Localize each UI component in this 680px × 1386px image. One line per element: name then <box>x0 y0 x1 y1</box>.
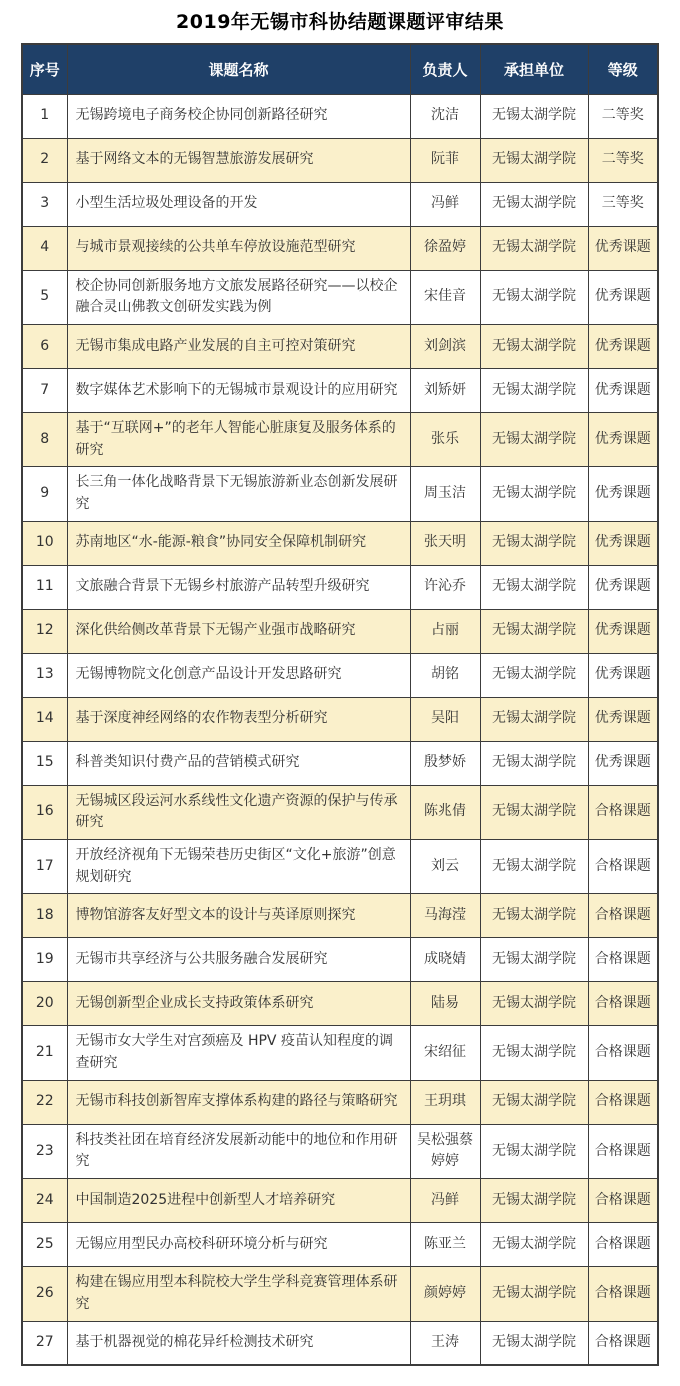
cell-leader: 周玉洁 <box>410 467 480 521</box>
cell-seq: 24 <box>22 1179 67 1223</box>
cell-grade: 合格课题 <box>588 938 658 982</box>
cell-seq: 13 <box>22 653 67 697</box>
table-row <box>22 653 658 697</box>
cell-grade: 优秀课题 <box>588 467 658 521</box>
cell-grade: 优秀课题 <box>588 653 658 697</box>
cell-title: 校企协同创新服务地方文旅发展路径研究——以校企融合灵山佛教文创研发实践为例 <box>67 270 410 324</box>
cell-leader: 徐盈婷 <box>410 226 480 270</box>
cell-seq: 25 <box>22 1223 67 1267</box>
table-row <box>22 938 658 982</box>
cell-unit: 无锡太湖学院 <box>480 138 588 182</box>
table-row <box>22 182 658 226</box>
cell-title: 无锡市共享经济与公共服务融合发展研究 <box>67 938 410 982</box>
cell-unit: 无锡太湖学院 <box>480 697 588 741</box>
cell-leader: 刘剑滨 <box>410 324 480 368</box>
table-row <box>22 226 658 270</box>
cell-unit: 无锡太湖学院 <box>480 653 588 697</box>
cell-grade: 合格课题 <box>588 1026 658 1080</box>
cell-unit: 无锡太湖学院 <box>480 182 588 226</box>
table-row <box>22 1223 658 1267</box>
cell-seq: 19 <box>22 938 67 982</box>
cell-unit: 无锡太湖学院 <box>480 324 588 368</box>
cell-grade: 合格课题 <box>588 785 658 839</box>
cell-seq: 23 <box>22 1124 67 1178</box>
cell-leader: 刘云 <box>410 840 480 894</box>
cell-seq: 11 <box>22 565 67 609</box>
cell-unit: 无锡太湖学院 <box>480 894 588 938</box>
page-title: 2019年无锡市科协结题课题评审结果 <box>176 11 504 33</box>
cell-unit: 无锡太湖学院 <box>480 94 588 138</box>
cell-grade: 优秀课题 <box>588 565 658 609</box>
table-row <box>22 94 658 138</box>
cell-unit: 无锡太湖学院 <box>480 270 588 324</box>
cell-unit: 无锡太湖学院 <box>480 1026 588 1080</box>
cell-grade: 合格课题 <box>588 1267 658 1321</box>
table-row <box>22 785 658 839</box>
cell-unit: 无锡太湖学院 <box>480 521 588 565</box>
cell-unit: 无锡太湖学院 <box>480 565 588 609</box>
table-row <box>22 565 658 609</box>
cell-unit: 无锡太湖学院 <box>480 785 588 839</box>
cell-title: 长三角一体化战略背景下无锡旅游新业态创新发展研究 <box>67 467 410 521</box>
cell-title: 科技类社团在培育经济发展新动能中的地位和作用研究 <box>67 1124 410 1178</box>
table-row <box>22 138 658 182</box>
cell-leader: 张乐 <box>410 412 480 466</box>
header-cell-grade: 等级 <box>588 44 658 94</box>
table-row <box>22 1179 658 1223</box>
table-row <box>22 467 658 521</box>
cell-grade: 优秀课题 <box>588 270 658 324</box>
cell-unit: 无锡太湖学院 <box>480 1321 588 1365</box>
table-row <box>22 412 658 466</box>
cell-seq: 4 <box>22 226 67 270</box>
cell-grade: 合格课题 <box>588 894 658 938</box>
cell-title: 无锡市集成电路产业发展的自主可控对策研究 <box>67 324 410 368</box>
cell-unit: 无锡太湖学院 <box>480 467 588 521</box>
cell-grade: 优秀课题 <box>588 412 658 466</box>
cell-leader: 陈亚兰 <box>410 1223 480 1267</box>
cell-title: 无锡应用型民办高校科研环境分析与研究 <box>67 1223 410 1267</box>
cell-title: 文旅融合背景下无锡乡村旅游产品转型升级研究 <box>67 565 410 609</box>
cell-leader: 陈兆倩 <box>410 785 480 839</box>
table-row <box>22 521 658 565</box>
cell-grade: 二等奖 <box>588 138 658 182</box>
cell-leader: 陆易 <box>410 982 480 1026</box>
cell-grade: 三等奖 <box>588 182 658 226</box>
table-row <box>22 741 658 785</box>
table-row <box>22 697 658 741</box>
cell-title: 数字媒体艺术影响下的无锡城市景观设计的应用研究 <box>67 368 410 412</box>
cell-title: 无锡跨境电子商务校企协同创新路径研究 <box>67 94 410 138</box>
cell-seq: 18 <box>22 894 67 938</box>
cell-grade: 优秀课题 <box>588 226 658 270</box>
table-row <box>22 840 658 894</box>
cell-title: 开放经济视角下无锡荣巷历史街区“文化+旅游”创意规划研究 <box>67 840 410 894</box>
cell-leader: 胡铭 <box>410 653 480 697</box>
table-row <box>22 270 658 324</box>
cell-unit: 无锡太湖学院 <box>480 1223 588 1267</box>
cell-seq: 3 <box>22 182 67 226</box>
cell-leader: 颜婷婷 <box>410 1267 480 1321</box>
table-body <box>22 94 658 1365</box>
cell-title: 基于“互联网+”的老年人智能心脏康复及服务体系的研究 <box>67 412 410 466</box>
cell-unit: 无锡太湖学院 <box>480 982 588 1026</box>
cell-unit: 无锡太湖学院 <box>480 1179 588 1223</box>
cell-grade: 合格课题 <box>588 1124 658 1178</box>
cell-grade: 合格课题 <box>588 1321 658 1365</box>
cell-seq: 20 <box>22 982 67 1026</box>
cell-grade: 优秀课题 <box>588 324 658 368</box>
cell-grade: 合格课题 <box>588 982 658 1026</box>
cell-leader: 许沁乔 <box>410 565 480 609</box>
cell-leader: 成晓婧 <box>410 938 480 982</box>
cell-grade: 合格课题 <box>588 1179 658 1223</box>
cell-unit: 无锡太湖学院 <box>480 1267 588 1321</box>
table-row <box>22 609 658 653</box>
cell-grade: 优秀课题 <box>588 741 658 785</box>
results-table <box>21 43 659 1366</box>
cell-seq: 6 <box>22 324 67 368</box>
cell-seq: 5 <box>22 270 67 324</box>
cell-seq: 27 <box>22 1321 67 1365</box>
cell-leader: 冯鲜 <box>410 1179 480 1223</box>
cell-grade: 优秀课题 <box>588 609 658 653</box>
table-row <box>22 1026 658 1080</box>
table-header <box>22 44 658 94</box>
cell-grade: 优秀课题 <box>588 521 658 565</box>
header-cell-title: 课题名称 <box>67 44 410 94</box>
cell-seq: 14 <box>22 697 67 741</box>
cell-seq: 8 <box>22 412 67 466</box>
table-row <box>22 1124 658 1178</box>
cell-leader: 吴阳 <box>410 697 480 741</box>
table-row <box>22 324 658 368</box>
cell-seq: 1 <box>22 94 67 138</box>
cell-seq: 9 <box>22 467 67 521</box>
cell-title: 无锡博物院文化创意产品设计开发思路研究 <box>67 653 410 697</box>
header-cell-seq: 序号 <box>22 44 67 94</box>
cell-title: 深化供给侧改革背景下无锡产业强市战略研究 <box>67 609 410 653</box>
cell-leader: 沈洁 <box>410 94 480 138</box>
cell-leader: 王玥琪 <box>410 1080 480 1124</box>
table-row <box>22 982 658 1026</box>
header-cell-unit: 承担单位 <box>480 44 588 94</box>
cell-seq: 21 <box>22 1026 67 1080</box>
cell-title: 基于深度神经网络的农作物表型分析研究 <box>67 697 410 741</box>
cell-unit: 无锡太湖学院 <box>480 609 588 653</box>
cell-unit: 无锡太湖学院 <box>480 840 588 894</box>
header-cell-leader: 负责人 <box>410 44 480 94</box>
cell-unit: 无锡太湖学院 <box>480 1124 588 1178</box>
cell-leader: 马海滢 <box>410 894 480 938</box>
cell-seq: 15 <box>22 741 67 785</box>
cell-grade: 二等奖 <box>588 94 658 138</box>
cell-title: 中国制造2025进程中创新型人才培养研究 <box>67 1179 410 1223</box>
cell-title: 无锡城区段运河水系线性文化遗产资源的保护与传承研究 <box>67 785 410 839</box>
cell-title: 基于机器视觉的棉花异纤检测技术研究 <box>67 1321 410 1365</box>
cell-unit: 无锡太湖学院 <box>480 412 588 466</box>
cell-title: 无锡创新型企业成长支持政策体系研究 <box>67 982 410 1026</box>
cell-unit: 无锡太湖学院 <box>480 741 588 785</box>
cell-seq: 12 <box>22 609 67 653</box>
cell-grade: 合格课题 <box>588 1080 658 1124</box>
cell-seq: 7 <box>22 368 67 412</box>
cell-grade: 优秀课题 <box>588 368 658 412</box>
cell-unit: 无锡太湖学院 <box>480 1080 588 1124</box>
cell-leader: 冯鲜 <box>410 182 480 226</box>
cell-seq: 2 <box>22 138 67 182</box>
cell-leader: 王涛 <box>410 1321 480 1365</box>
table-row <box>22 894 658 938</box>
cell-seq: 16 <box>22 785 67 839</box>
cell-leader: 宋绍征 <box>410 1026 480 1080</box>
table-header-row <box>22 44 658 94</box>
cell-grade: 优秀课题 <box>588 697 658 741</box>
cell-unit: 无锡太湖学院 <box>480 938 588 982</box>
table-row <box>22 368 658 412</box>
cell-title: 小型生活垃圾处理设备的开发 <box>67 182 410 226</box>
table-row <box>22 1080 658 1124</box>
table-row <box>22 1321 658 1365</box>
cell-unit: 无锡太湖学院 <box>480 226 588 270</box>
cell-leader: 阮菲 <box>410 138 480 182</box>
cell-leader: 刘矫妍 <box>410 368 480 412</box>
cell-seq: 17 <box>22 840 67 894</box>
cell-leader: 张天明 <box>410 521 480 565</box>
cell-leader: 吴松强蔡婷婷 <box>410 1124 480 1178</box>
cell-leader: 殷梦娇 <box>410 741 480 785</box>
table-row <box>22 1267 658 1321</box>
cell-leader: 宋佳音 <box>410 270 480 324</box>
cell-leader: 占丽 <box>410 609 480 653</box>
cell-seq: 22 <box>22 1080 67 1124</box>
cell-title: 构建在锡应用型本科院校大学生学科竞赛管理体系研究 <box>67 1267 410 1321</box>
cell-title: 无锡市科技创新智库支撑体系构建的路径与策略研究 <box>67 1080 410 1124</box>
cell-unit: 无锡太湖学院 <box>480 368 588 412</box>
cell-seq: 10 <box>22 521 67 565</box>
cell-grade: 合格课题 <box>588 1223 658 1267</box>
cell-title: 与城市景观接续的公共单车停放设施范型研究 <box>67 226 410 270</box>
cell-title: 科普类知识付费产品的营销模式研究 <box>67 741 410 785</box>
cell-title: 苏南地区“水-能源-粮食”协同安全保障机制研究 <box>67 521 410 565</box>
cell-title: 基于网络文本的无锡智慧旅游发展研究 <box>67 138 410 182</box>
cell-seq: 26 <box>22 1267 67 1321</box>
cell-title: 博物馆游客友好型文本的设计与英译原则探究 <box>67 894 410 938</box>
cell-grade: 合格课题 <box>588 840 658 894</box>
cell-title: 无锡市女大学生对宫颈癌及 HPV 疫苗认知程度的调查研究 <box>67 1026 410 1080</box>
